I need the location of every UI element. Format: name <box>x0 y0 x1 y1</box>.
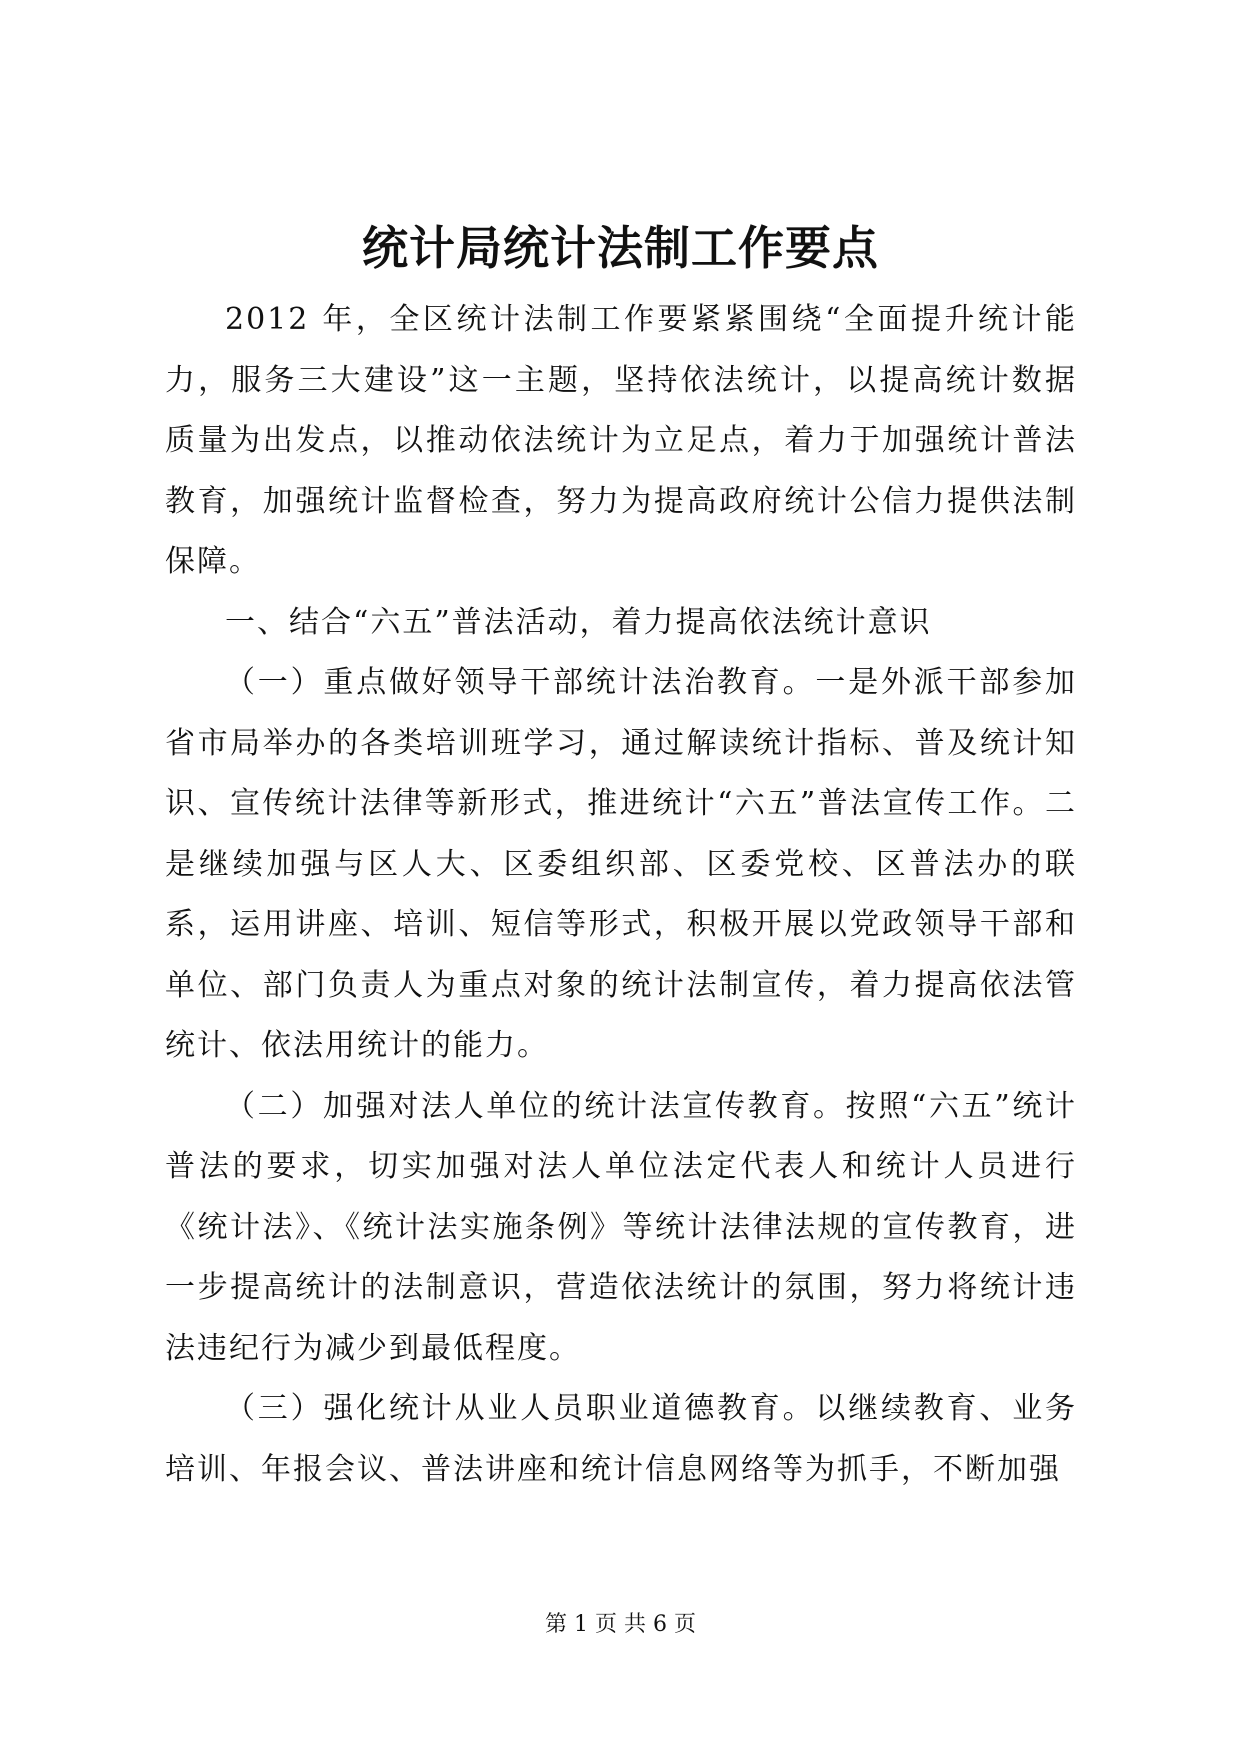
section-heading-1: 一、结合“六五”普法活动，着力提高依法统计意识 <box>225 604 932 640</box>
page-footer: 第 1 页 共 6 页 <box>545 1612 696 1637</box>
paragraph-item-3: （三）强化统计从业人员职业道德教育。以继续教育、业务培训、年报会议、普法讲座和统计信息网络等为抓手，不断加强 <box>165 1391 1077 1487</box>
paragraph-intro: 2012 年，全区统计法制工作要紧紧围绕“全面提升统计能力，服务三大建设”这一主题，坚持依法统计，以提高统计数据质量为出发点，以推动依法统计为立足点，着力于加强统计普法教育，加强统计监督检查，努力为提高政府统计公信力提供法制保障。 <box>165 302 1077 579</box>
document-title: 统计局统计法制工作要点 <box>362 221 879 275</box>
paragraph-item-1: （一）重点做好领导干部统计法治教育。一是外派干部参加省市局举办的各类培训班学习，通过解读统计指标、普及统计知识、宣传统计法律等新形式，推进统计“六五”普法宣传工作。二是继续加强与区人大、区委组织部、区委党校、区普法办的联系，运用讲座、培训、短信等形式，积极开展以党政领导干部和单位、部门负责人为重点对象的统计法制宣传，着力提高依法管统计、依法用统计的能力。 <box>165 665 1077 1063</box>
document-body <box>165 290 1077 1500</box>
paragraph-item-2: （二）加强对法人单位的统计法宣传教育。按照“六五”统计普法的要求，切实加强对法人单位法定代表人和统计人员进行《统计法》、《统计法实施条例》等统计法律法规的宣传教育，进一步提高统计的法制意识，营造依法统计的氛围，努力将统计违法违纪行为减少到最低程度。 <box>165 1088 1077 1366</box>
